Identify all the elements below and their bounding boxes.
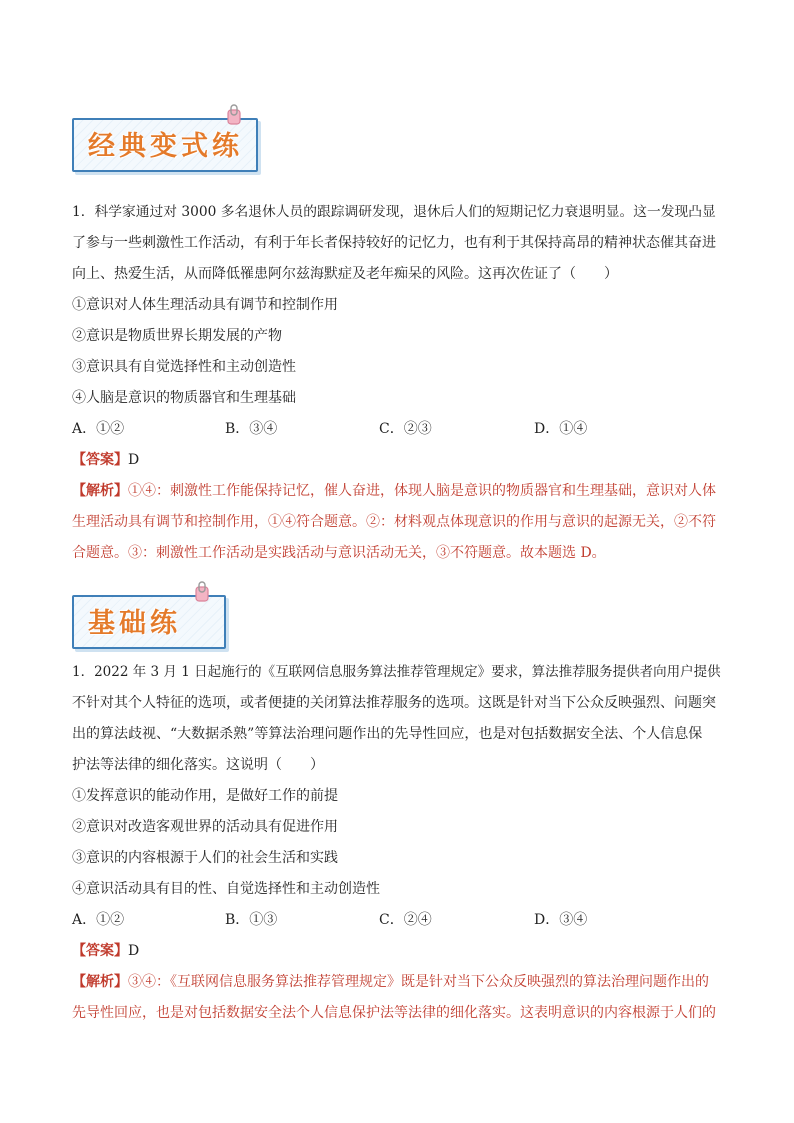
question-line: 了参与一些刺激性工作活动，有利于年长者保持较好的记忆力，也有利于其保持高昂的精神状态催其奋进 <box>72 235 716 251</box>
analysis <box>72 476 724 569</box>
statement-item: ②意识对改造客观世界的活动具有促进作用 <box>72 819 338 835</box>
option-b: B．①③ <box>225 912 278 928</box>
section-title: 经典变式练 <box>88 131 243 162</box>
statement-item: ②意识是物质世界长期发展的产物 <box>72 328 282 344</box>
question-block <box>72 657 724 1029</box>
analysis-line: ③④：《互联网信息服务算法推荐管理规定》既是针对当下公众反映强烈的算法治理问题作出的 <box>128 974 709 990</box>
answer-options <box>72 414 724 445</box>
analysis <box>72 967 724 1029</box>
question-line: 护法等法律的细化落实。这说明（ ） <box>72 757 324 773</box>
statement-item: ③意识具有自觉选择性和主动创造性 <box>72 359 296 375</box>
question-block <box>72 197 724 569</box>
answer-label: 【答案】 <box>72 452 128 468</box>
question-stem <box>72 197 724 290</box>
statement-item: ①意识对人体生理活动具有调节和控制作用 <box>72 297 338 313</box>
answer-options <box>72 905 724 936</box>
option-b: B．③④ <box>225 421 278 437</box>
question-line: 出的算法歧视、“大数据杀熟”等算法治理问题作出的先导性回应，也是对包括数据安全法、个人信息保 <box>72 726 703 742</box>
option-d: D．③④ <box>534 912 588 928</box>
statement-item: ④人脑是意识的物质器官和生理基础 <box>72 390 296 406</box>
statement-item: ①发挥意识的能动作用，是做好工作的前提 <box>72 788 338 804</box>
option-c: C．②③ <box>379 421 432 437</box>
question-line: 向上、热爱生活，从而降低罹患阿尔兹海默症及老年痴呆的风险。这再次佐证了（ ） <box>72 266 618 282</box>
paperclip-icon <box>194 581 210 605</box>
answer-value: D <box>128 943 140 959</box>
answer-label: 【答案】 <box>72 943 128 959</box>
analysis-line: 合题意。③：刺激性工作活动是实践活动与意识活动无关，③不符题意。故本题选 D。 <box>72 545 606 561</box>
analysis-line: ①④：刺激性工作能保持记忆，催人奋进，体现人脑是意识的物质器官和生理基础，意识对人体 <box>128 483 716 499</box>
option-d: D．①④ <box>534 421 588 437</box>
section-title: 基础练 <box>88 608 181 639</box>
option-a: A．①② <box>72 421 125 437</box>
answer-line <box>72 936 724 967</box>
statement-item: ④意识活动具有目的性、自觉选择性和主动创造性 <box>72 881 380 897</box>
question-line: 1．科学家通过对 3000 多名退休人员的跟踪调研发现，退休后人们的短期记忆力衰退明显。这一发现凸显 <box>72 204 716 220</box>
option-a: A．①② <box>72 912 125 928</box>
question-line: 1．2022 年 3 月 1 日起施行的《互联网信息服务算法推荐管理规定》要求，算法推荐服务提供者向用户提供 <box>72 664 721 680</box>
question-stem <box>72 657 724 781</box>
analysis-label: 【解析】 <box>72 974 128 990</box>
answer-line <box>72 445 724 476</box>
statement-item: ③意识的内容根源于人们的社会生活和实践 <box>72 850 338 866</box>
question-line: 不针对其个人特征的选项，或者便捷的关闭算法推荐服务的选项。这既是针对当下公众反映强烈、问题突 <box>72 695 716 711</box>
option-c: C．②④ <box>379 912 432 928</box>
answer-value: D <box>128 452 140 468</box>
analysis-line: 生理活动具有调节和控制作用，①④符合题意。②：材料观点体现意识的作用与意识的起源无关，②不符 <box>72 514 716 530</box>
analysis-line: 先导性回应，也是对包括数据安全法个人信息保护法等法律的细化落实。这表明意识的内容根源于人们的 <box>72 1005 716 1021</box>
analysis-label: 【解析】 <box>72 483 128 499</box>
